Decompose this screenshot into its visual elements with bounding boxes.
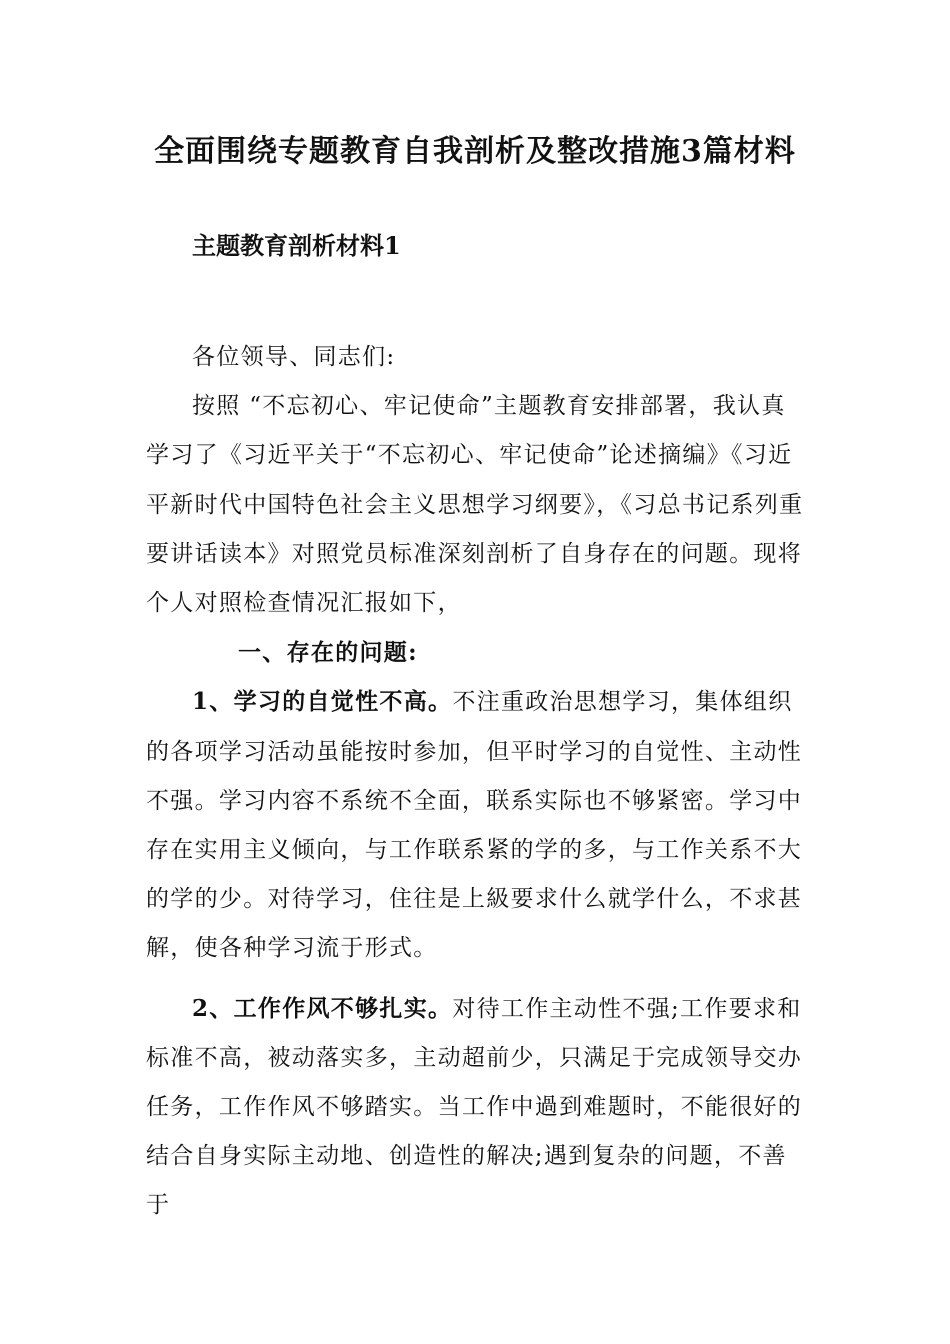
problem-item-2-lead: 2、工作作风不够扎实。: [192, 994, 453, 1022]
problem-item-1-text: 不注重政治思想学习，集体组织的各项学习活动虽能按时参加，但平时学习的自觉性、主动性不强。学习内容不系统不全面，联系实际也不够紧密。学习中存在实用主义倾向，与工作联系紧的学的多，与工作关系不大的学的少。对待学习，住往是上級要求什么就学什么，不求甚解，使各种学习流于形式。: [146, 689, 803, 962]
intro-paragraph: 按照 “不忘初心、牢记使命”主题教育安排部署，我认真学习了《习近平关于“不忘初心、牢记使命”论述摘编》《习近平新时代中国特色社会主义思想学习纲要》，《习总书记系列重要讲话读本》对照党员标准深刻剖析了自身存在的问题。现将个人对照检查情况汇报如下，: [146, 393, 804, 617]
document-title: 全面围绕专题教育自我剖析及整改措施3篇材料: [154, 134, 796, 169]
problem-item-2: [146, 984, 808, 1231]
problem-item-1-lead: 1、学习的自觉性不高。: [192, 688, 453, 716]
problem-item-2-text: 对待工作主动性不强;工作要求和标准不高，被动落实多，主动超前少，只满足于完成领导交办任务，工作作风不够踏实。当工作中過到难题时，不能很好的结合自身实际主动地、创造性的解决;遇到复杂的问题，不善于: [146, 995, 803, 1219]
problem-item-1: [146, 677, 808, 973]
salutation: 各位领导、同志们:: [192, 344, 396, 370]
document-body: [146, 333, 808, 1231]
subheading-problems: 一、存在的问题:: [238, 639, 418, 667]
section-heading: 主题教育剖析材料1: [192, 231, 401, 260]
